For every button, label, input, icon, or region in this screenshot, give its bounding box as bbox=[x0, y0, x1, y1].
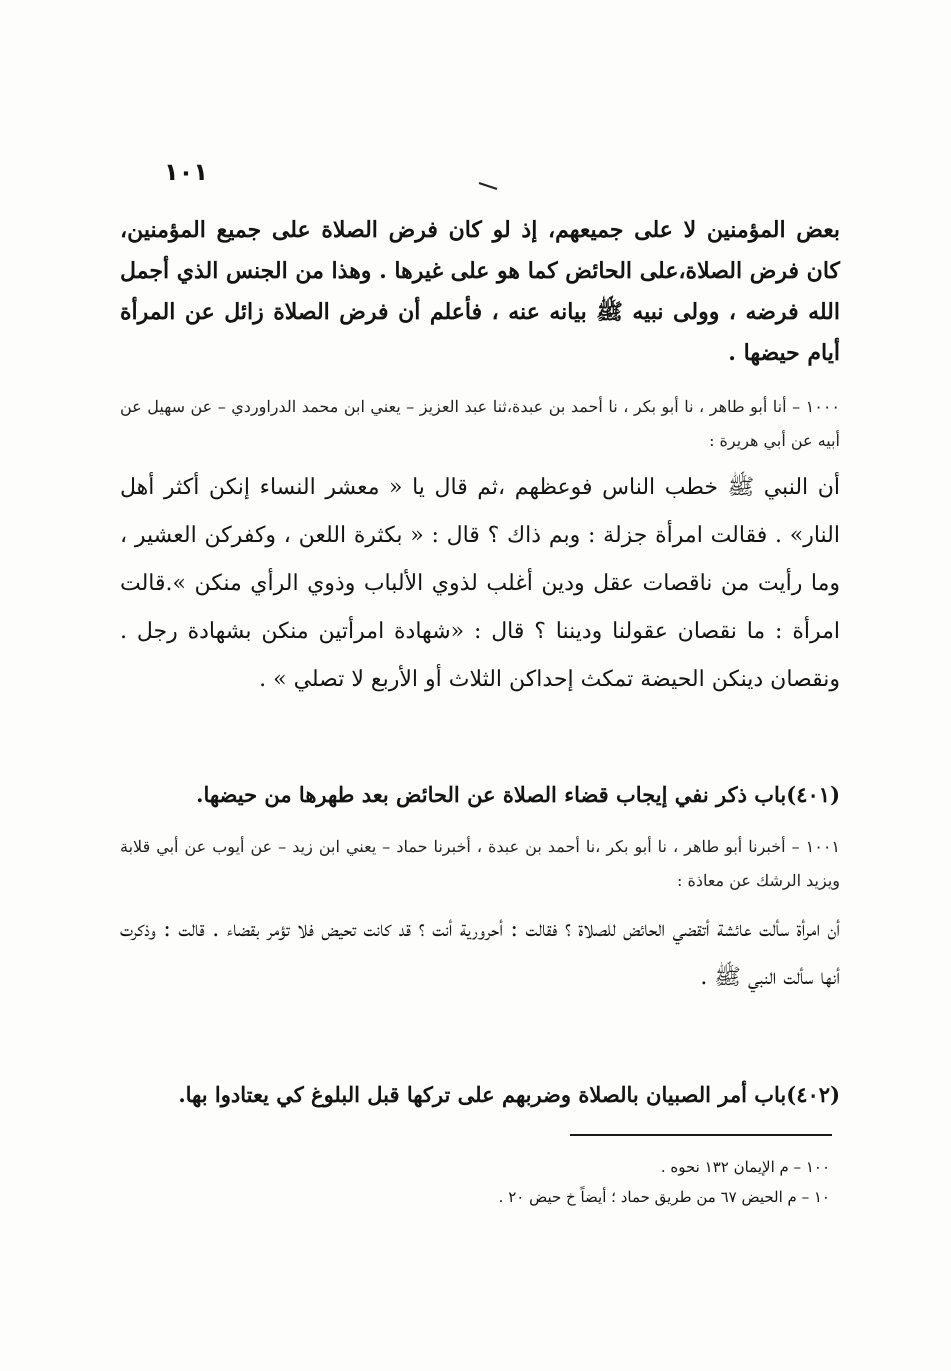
hadith-1000-matn: أن النبي ﷺ خطب الناس فوعظهم ،ثم قال يا « معشر النساء إنكن أكثر أهل النار» . فقالت امرأة جزلة : وبم ذاك ؟ قال : « بكثرة اللعن ، وكفركن العشير ، وما رأيت من ناقصات عقل ودين أغلب لذوي الألباب وذوي الرأي منكن ».قالت امرأة : ما نقصان عقولنا وديننا ؟ قال : «شهادة امرأتين منكن بشهادة رجل . ونقصان دينكن الحيضة تمكث إحداكن الثلاث أو الأربع لا تصلي » . bbox=[120, 475, 840, 692]
footnote-2: ١٠ – م الحيض ٦٧ من طريق حماد ؛ أيضاً خ حيض ٢٠ . bbox=[498, 1188, 830, 1206]
footnote-1: ١٠٠ – م الإيمان ١٣٢ نحوه . bbox=[660, 1158, 830, 1176]
footnote-rule bbox=[570, 1134, 832, 1136]
hadith-1000-isnad: ١٠٠٠ – أنا أبو طاهر ، نا أبو بكر ، نا أحمد بن عبدة،ثنا عبد العزيز – يعني ابن محمد الدراوردي – عن سهيل عن أبيه عن أبي هريرة : bbox=[120, 397, 840, 450]
footnotes bbox=[340, 1152, 830, 1212]
chapter-402-heading: (٤٠٢)باب أمر الصبيان بالصلاة وضربهم على تركها قبل البلوغ كي يعتادوا بها. bbox=[178, 1082, 840, 1107]
continuation-paragraph: بعض المؤمنين لا على جميعهم، إذ لو كان فرض الصلاة على جميع المؤمنين، كان فرض الصلاة،على الحائض كما هو على غيرها . وهذا من الجنس الذي أجمل الله فرضه ، وولى نبيه ﷺ بيانه عنه ، فأعلم أن فرض الصلاة زائل عن المرأة أيام حيضها . bbox=[120, 217, 840, 366]
hadith-1001-isnad: ١٠٠١ – أخبرنا أبو طاهر ، نا أبو بكر ،نا أحمد بن عبدة ، أخبرنا حماد – يعني ابن زيد – عن أيوب عن أبي قلابة ويزيد الرشك عن معاذة : bbox=[120, 837, 840, 890]
page-number: ١٠١ bbox=[164, 158, 208, 186]
hadith-1001-matn: أن امرأة سألت عائشة أتقضي الحائض للصلاة ؟ فقالت : أحرورية أنت ؟ قد كانت تحيض فلا تؤمر بقضاء . قالت : وذكرت أنها سألت النبي ﷺ . bbox=[120, 917, 840, 990]
chapter-401-heading: (٤٠١)باب ذكر نفي إيجاب قضاء الصلاة عن الحائض بعد طهرها من حيضها. bbox=[196, 782, 840, 807]
ink-mark bbox=[478, 182, 498, 190]
